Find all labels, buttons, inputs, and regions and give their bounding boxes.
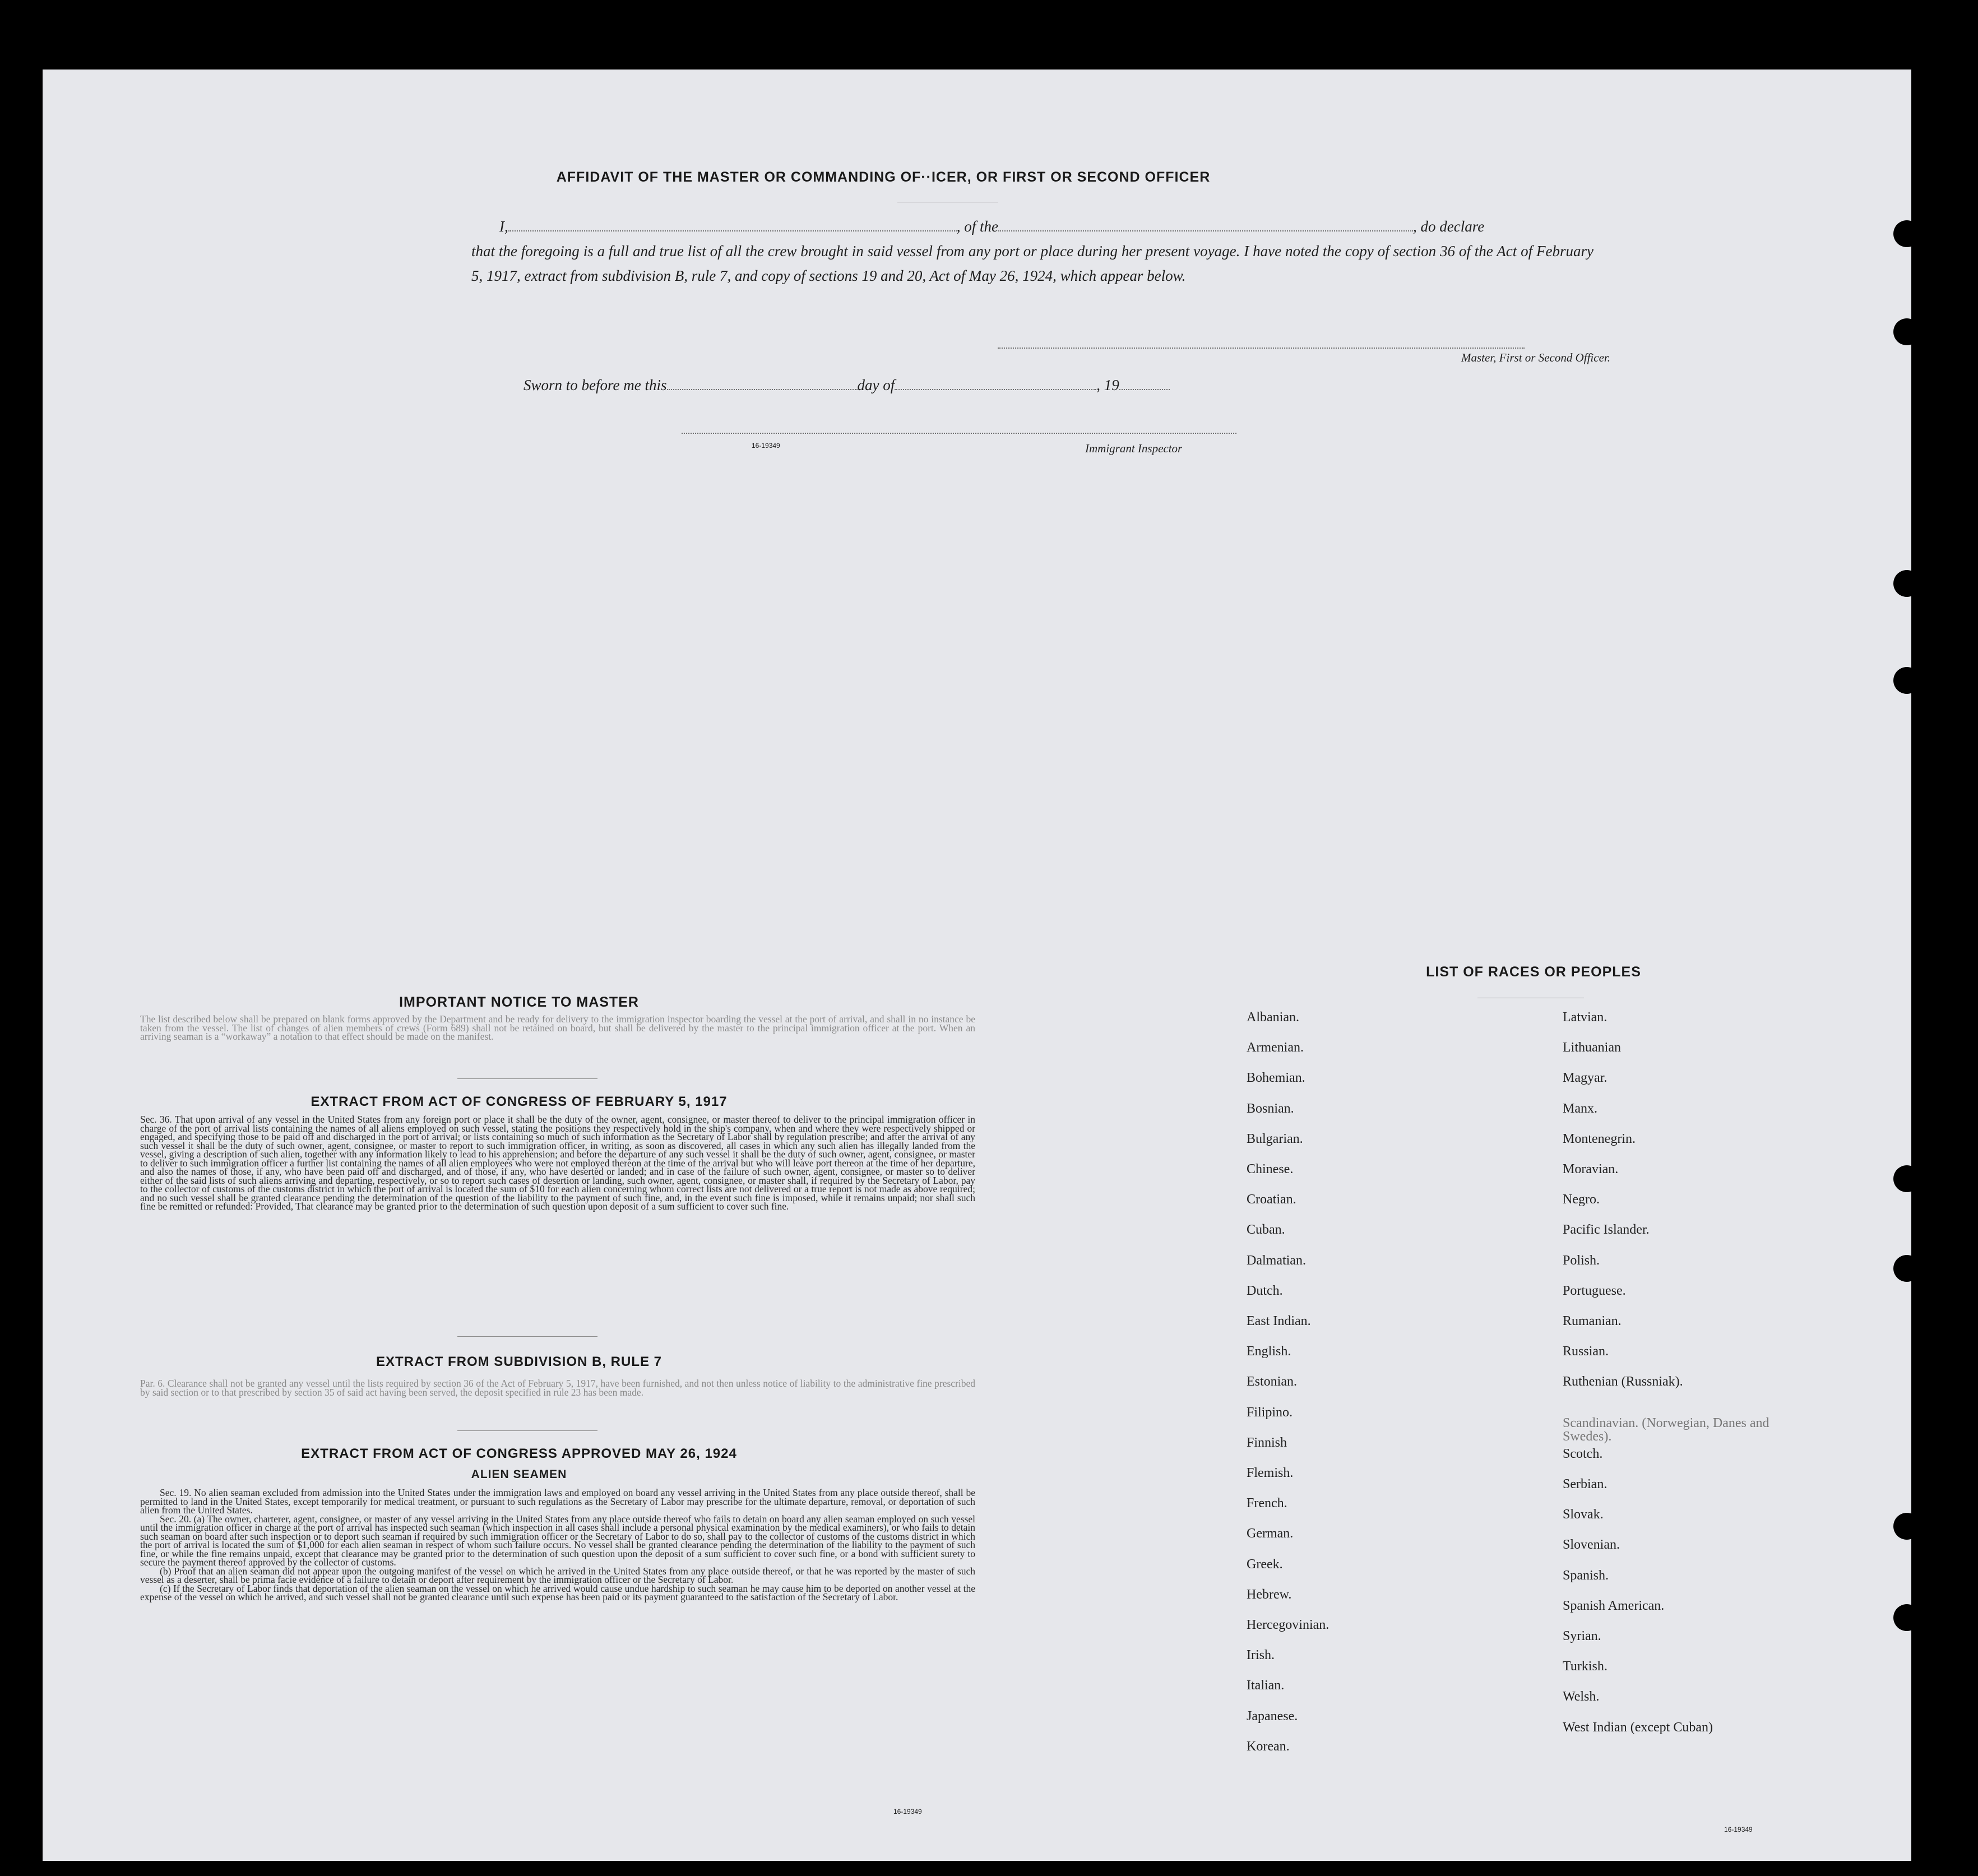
race-item-left: Filipino.	[1247, 1405, 1293, 1420]
notice-body: The list described below shall be prepared on blank forms approved by the Department and be ready for delivery to the immigration inspector boarding the vessel at the port of arrival, and shall in no instance be taken from the vessel. The list of changes of alien members of crews (Form 689) shall not be retained on board, but shall be delivered by the master to the principal immigration officer at the port. When an arriving seaman is a “workaway” a notation to that effect should be made on the manifest.	[140, 1013, 975, 1042]
race-item-right: Scandinavian. (Norwegian, Danes and Swedes).	[1563, 1415, 1769, 1444]
race-item-right: Magyar.	[1563, 1071, 1608, 1086]
inspector-label: Immigrant Inspector	[1085, 442, 1183, 455]
race-item-left: Dalmatian.	[1247, 1253, 1306, 1268]
race-item-right: Latvian.	[1563, 1010, 1608, 1025]
name-blank-field[interactable]	[508, 230, 957, 231]
race-item-right: West Indian (except Cuban)	[1563, 1720, 1713, 1735]
race-item-right: Moravian.	[1563, 1162, 1619, 1176]
race-item-left: Korean.	[1247, 1739, 1290, 1754]
binder-hole	[1893, 667, 1920, 694]
binder-hole	[1893, 220, 1920, 247]
race-item-left: Flemish.	[1247, 1466, 1294, 1480]
race-item-right: Slovenian.	[1563, 1537, 1620, 1553]
binder-hole	[1893, 1165, 1920, 1192]
sworn-year-label: , 19	[1096, 377, 1119, 393]
race-item-right: Negro.	[1563, 1192, 1600, 1207]
extract-1917-body: Sec. 36. That upon arrival of any vessel in the United States from any foreign port or place it shall be the duty of the owner, agent, consignee, or master thereof to deliver to the principal immigration officer in charge of the port of arrival lists containing the names of all aliens employed on such vessel, stating the positions they respectively hold in the ship's company, when and where they were respectively shipped or engaged, and specifying those to be paid off and discharged in the port of arrival; or lists containing so much of such information as the Secretary of Labor shall by regulation prescribe; and after the arrival of any such vessel it shall be the duty of such owner, agent, consignee, or master to report to such immigration officer, in writing, as soon as discovered, all cases in which any such alien has illegally landed from the vessel, giving a description of such alien, together with any information likely to lead to his apprehension; and before the departure of any such vessel it shall be the duty of such owner, agent, consignee, or master to deliver to such immigration officer a further list containing the names of all alien employees who were not employed thereon at the time of the arrival but who will leave port thereon at the time of her departure, and also the names of those, if any, who have been paid off and discharged, and of those, if any, who have deserted or landed; and in case of the failure of such owner, agent, consignee, or master so to deliver either of the said lists of such aliens arriving and departing, respectively, or so to report such cases of desertion or landing, such owner, agent, consignee, or master shall, if required by the Secretary of Labor, pay to the collector of customs of the customs district in which the port of arrival is located the sum of $10 for each alien concerning whom correct lists are not delivered or a true report is not made as above required; and no such vessel shall be granted clearance pending the determination of the question of the liability to the payment of such fine, and, in the event such fine is imposed, while it remains unpaid; nor shall such fine be remitted or refunded: Provided, That clearance may be granted prior to the determination of such question upon deposit of a sum sufficient to cover such fine.	[140, 1114, 975, 1212]
declaration-i: I,	[499, 218, 508, 235]
race-item-left: Estonian.	[1247, 1374, 1297, 1389]
sworn-line	[524, 377, 1170, 394]
extract-1924-title: EXTRACT FROM ACT OF CONGRESS APPROVED MAY 26, 1924	[301, 1446, 737, 1461]
sworn-day-label: day of	[857, 377, 895, 393]
race-item-right: Spanish American.	[1563, 1598, 1665, 1613]
binder-hole	[1893, 318, 1920, 345]
race-item-left: Bohemian.	[1247, 1071, 1305, 1086]
race-item-right: Pacific Islander.	[1563, 1222, 1650, 1238]
race-item-right: Russian.	[1563, 1344, 1609, 1359]
sworn-year-field[interactable]	[1119, 389, 1170, 390]
sworn-day-field[interactable]	[667, 389, 858, 390]
race-item-right: Rumanian.	[1563, 1314, 1622, 1328]
extract-1917-divider	[457, 1336, 597, 1337]
race-item-left: Chinese.	[1247, 1162, 1294, 1176]
declaration-of-the: , of the	[956, 218, 998, 235]
race-item-right: Manx.	[1563, 1101, 1597, 1116]
declaration-declare: , do declare	[1413, 218, 1485, 235]
affidavit-declaration	[471, 214, 1593, 288]
extract-rule7-title: EXTRACT FROM SUBDIVISION B, RULE 7	[376, 1354, 663, 1369]
race-item-left: Greek.	[1247, 1557, 1283, 1572]
inspector-signature-line[interactable]	[682, 433, 1236, 434]
race-item-right: Ruthenian (Russniak).	[1563, 1374, 1683, 1389]
race-item-left: Hercegovinian.	[1247, 1618, 1330, 1632]
notice-divider	[457, 1078, 597, 1079]
race-item-left: German.	[1247, 1526, 1294, 1541]
race-item-left: Dutch.	[1247, 1283, 1283, 1298]
race-item-left: Italian.	[1247, 1678, 1285, 1693]
vessel-blank-field[interactable]	[998, 230, 1413, 231]
race-item-left: Cuban.	[1247, 1222, 1285, 1238]
races-title: LIST OF RACES OR PEOPLES	[1426, 964, 1641, 980]
binder-hole	[1893, 1513, 1920, 1540]
extract-1924-subtitle: ALIEN SEAMEN	[471, 1468, 567, 1481]
race-item-right: Portuguese.	[1563, 1283, 1626, 1298]
race-item-right: Welsh.	[1563, 1689, 1600, 1704]
race-item-left: Japanese.	[1247, 1708, 1298, 1724]
extract-1917-title: EXTRACT FROM ACT OF CONGRESS OF FEBRUARY 5, 1917	[311, 1094, 728, 1109]
race-item-left: Irish.	[1247, 1648, 1275, 1663]
race-item-left: Bosnian.	[1247, 1101, 1294, 1116]
race-item-left: Bulgarian.	[1247, 1131, 1303, 1146]
notice-title: IMPORTANT NOTICE TO MASTER	[399, 994, 639, 1010]
signature-label: Master, First or Second Officer.	[1461, 351, 1610, 364]
extract-rule7-divider	[457, 1430, 597, 1431]
affidavit-form-number: 16-19349	[752, 442, 780, 450]
race-item-left: East Indian.	[1247, 1314, 1311, 1328]
affidavit-title: AFFIDAVIT OF THE MASTER OR COMMANDING OF··ICER, OR FIRST OR SECOND OFFICER	[556, 169, 1211, 185]
race-item-left: Finnish	[1247, 1435, 1287, 1450]
form-page	[43, 70, 1911, 1861]
sec20a-text: Sec. 20. (a) The owner, charterer, agent, consignee, or master of any vessel arriving in the United States from any place outside thereof who fails to detain on board any alien seaman employed on such vessel until the immigration officer in charge at the port of arrival has inspected such seaman (which inspection in all cases shall include a personal physical examination by the medical examiners), or who fails to detain such seaman on board after such inspection or to deport such seaman if required by such immigration officer or the Secretary of Labor to do so, shall pay to the collector of customs of the customs district in which the port of arrival is located the sum of $1,000 for each alien seaman in respect of whom such failure occurs. No vessel shall be granted clearance pending the determination of the liability to the payment of such fine, or while the fine remains unpaid, except that clearance may be granted prior to the determination of such question upon the deposit of a sum sufficient to cover such fine, or a bond with sufficient surety to secure the payment thereof approved by the collector of customs.	[140, 1513, 975, 1568]
race-item-left: Armenian.	[1247, 1040, 1304, 1055]
signature-line[interactable]	[998, 348, 1525, 349]
races-form-number: 16-19349	[1724, 1826, 1753, 1833]
race-item-left: Hebrew.	[1247, 1587, 1292, 1602]
binder-hole	[1893, 1255, 1920, 1282]
declaration-line	[471, 214, 1593, 239]
race-item-right: Spanish.	[1563, 1568, 1609, 1583]
race-item-left: Croatian.	[1247, 1192, 1296, 1207]
sworn-month-field[interactable]	[895, 389, 1096, 390]
binder-hole	[1893, 570, 1920, 597]
sec19-text: Sec. 19. No alien seaman excluded from admission into the United States under the immigration laws and employed on board any vessel arriving in the United States from any place outside thereof, shall be permitted to land in the United States, except temporarily for medical treatment, or pursuant to such regulations as the Secretary of Labor may prescribe for the ultimate departure, removal, or deportation of such alien from the United States.	[140, 1487, 975, 1516]
race-item-left: Albanian.	[1247, 1010, 1299, 1025]
race-item-right: Polish.	[1563, 1253, 1600, 1268]
race-item-left: French.	[1247, 1496, 1287, 1511]
affidavit-body: that the foregoing is a full and true list of all the crew brought in said vessel from any port or place during her present voyage. I have noted the copy of section 36 of the Act of February 5, 1917, extract from subdivision B, rule 7, and copy of sections 19 and 20, Act of May 26, 1924, which appear below.	[471, 243, 1593, 284]
sec20c-text: (c) If the Secretary of Labor finds that deportation of the alien seaman on the vessel on which he arrived would cause undue hardship to such seaman he may cause him to be deported on another vessel at the expense of the vessel on which he arrived, and such vessel shall not be granted clearance until such expense has been paid or its payment guaranteed to the satisfaction of the Secretary of Labor.	[140, 1582, 975, 1602]
sworn-prefix: Sworn to before me this	[524, 377, 667, 393]
race-item-right: Lithuanian	[1563, 1040, 1621, 1055]
race-item-right: Scotch.	[1563, 1446, 1603, 1461]
race-item-right: Turkish.	[1563, 1659, 1608, 1674]
extract-1924-body	[140, 1489, 975, 1602]
extract-form-number: 16-19349	[893, 1808, 922, 1815]
binder-hole	[1893, 1604, 1920, 1631]
sec20b-text: (b) Proof that an alien seaman did not appear upon the outgoing manifest of the vessel on which he arrived in the United States from any place outside thereof, or that he was reported by the master of such vessel as a deserter, shall be prima facie evidence of a failure to detain or deport after requirement by the immigration officer or the Secretary of Labor.	[140, 1565, 975, 1585]
race-item-left: English.	[1247, 1344, 1291, 1359]
extract-rule7-body: Par. 6. Clearance shall not be granted any vessel until the lists required by section 36 of the Act of February 5, 1917, have been furnished, and not then unless notice of liability to the administrative fine prescribed by said section or to that prescribed by section 35 of said act having been served, the deposit specified in rule 23 has been made.	[140, 1378, 975, 1398]
race-item-right: Slovak.	[1563, 1507, 1604, 1522]
race-item-right: Montenegrin.	[1563, 1131, 1636, 1146]
race-item-right: Syrian.	[1563, 1629, 1601, 1643]
race-item-right: Serbian.	[1563, 1477, 1608, 1491]
